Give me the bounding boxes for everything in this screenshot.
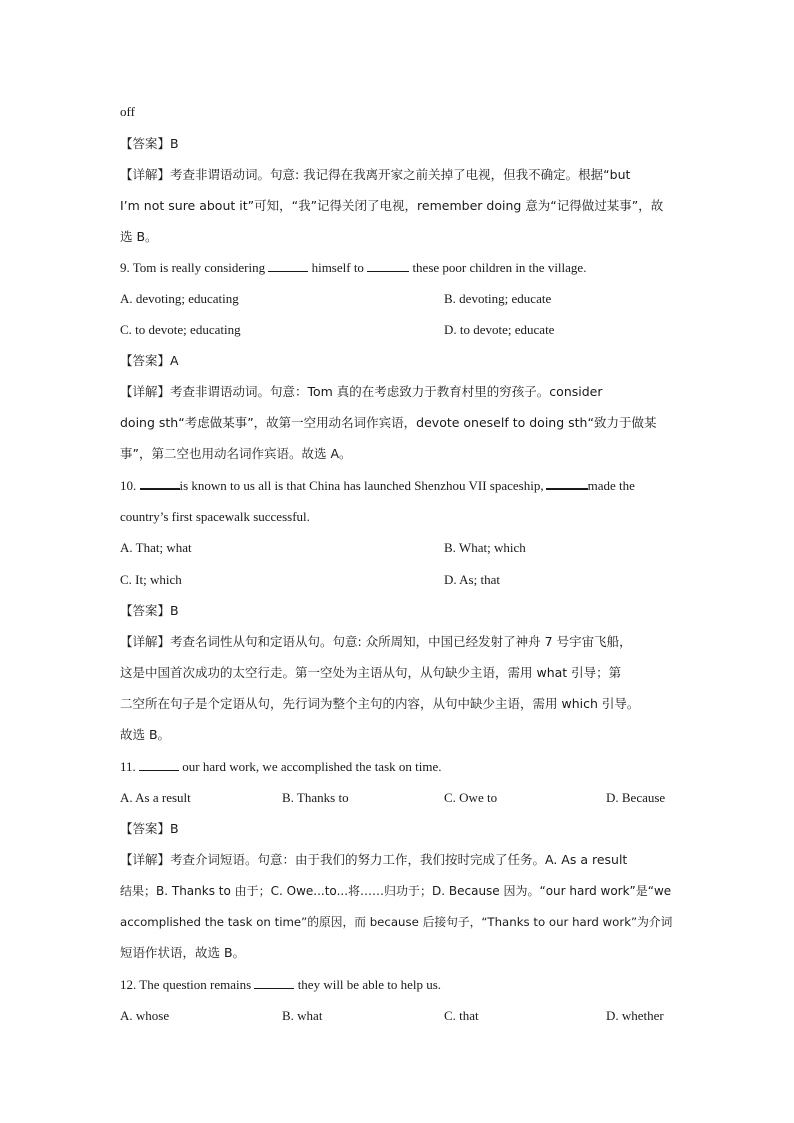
q10-detail-line-2: 这是中国首次成功的太空行走。第一空处为主语从句，从句缺少主语，需用 what 引导；第 — [120, 665, 622, 680]
q10-option-d: D. As; that — [444, 572, 500, 587]
q11-detail-line-1: 【详解】考查介词短语。句意：由于我们的努力工作，我们按时完成了任务。A. As a result — [120, 852, 628, 867]
q12-stem-part-2: they will be able to help us. — [297, 977, 442, 992]
q9-detail-line-3: 事”，第二空也用动名词作宾语。故选 A。 — [120, 446, 352, 461]
q8-detail-line-3: 选 B。 — [120, 229, 158, 244]
q9-stem-part-1: 9. Tom is really considering — [120, 260, 266, 275]
q9-answer: 【答案】A — [120, 353, 179, 368]
q10-option-c: C. It; which — [120, 572, 182, 587]
q10-number: 10. — [120, 478, 137, 493]
q10-answer: 【答案】B — [120, 603, 179, 618]
q9-blank-1 — [268, 260, 308, 272]
q9-option-b: B. devoting; educate — [444, 291, 552, 306]
q11-option-b: B. Thanks to — [282, 790, 349, 805]
q12-option-d: D. whether — [606, 1008, 664, 1023]
q9-stem-part-2: himself to — [311, 260, 364, 275]
q9-option-c: C. to devote; educating — [120, 322, 241, 337]
q11-stem — [120, 758, 442, 776]
q9-blank-2 — [367, 260, 409, 272]
fragment-text: off — [120, 104, 135, 119]
q10-detail-line-4: 故选 B。 — [120, 727, 171, 742]
q12-stem — [120, 976, 441, 994]
q12-option-b: B. what — [282, 1008, 323, 1023]
q9-option-a: A. devoting; educating — [120, 291, 239, 306]
q9-detail-line-2: doing sth“考虑做某事”，故第一空用动名词作宾语，devote oneself to doing sth“致力于做某 — [120, 415, 657, 430]
q10-stem-part-1: is known to us all is that China has launched Shenzhou VII spaceship, — [179, 478, 544, 493]
q10-option-b: B. What; which — [444, 540, 526, 555]
q8-detail-line-1: 【详解】考查非谓语动词。句意: 我记得在我离开家之前关掉了电视，但我不确定。根据“but — [120, 167, 631, 182]
q10-blank-2 — [546, 477, 588, 490]
q12-blank — [254, 977, 294, 989]
q11-detail-line-4: 短语作状语，故选 B。 — [120, 945, 246, 960]
q10-stem-line-1 — [120, 477, 635, 495]
q12-stem-part-1: 12. The question remains — [120, 977, 252, 992]
q11-detail-line-3: accomplished the task on time”的原因，而 because 后接句子，“Thanks to our hard work”为介词 — [120, 915, 673, 929]
q12-option-a: A. whose — [120, 1008, 170, 1023]
q11-number: 11. — [120, 759, 136, 774]
q11-option-c: C. Owe to — [444, 790, 498, 805]
q11-detail-line-2: 结果；B. Thanks to 由于；C. Owe...to...将……归功于；D. Because 因为。“our hard work”是“we — [120, 884, 672, 898]
q10-detail-line-3: 二空所在句子是个定语从句，先行词为整个主句的内容，从句中缺少主语，需用 which 引导。 — [120, 696, 640, 711]
q10-stem-part-2: made the — [587, 478, 635, 493]
q9-stem — [120, 259, 586, 277]
q8-detail-line-2: I’m not sure about it”可知，“我”记得关闭了电视，remember doing 意为“记得做过某事”，故 — [120, 198, 664, 213]
q10-stem-line-2: country’s first spacewalk successful. — [120, 509, 310, 524]
q9-detail-line-1: 【详解】考查非谓语动词。句意：Tom 真的在考虑致力于教育村里的穷孩子。consider — [120, 384, 603, 399]
q11-answer: 【答案】B — [120, 821, 179, 836]
q11-blank — [139, 759, 179, 771]
q12-option-c: C. that — [444, 1008, 479, 1023]
q11-stem-text: our hard work, we accomplished the task on time. — [182, 759, 442, 774]
q9-option-d: D. to devote; educate — [444, 322, 555, 337]
q10-blank-1 — [140, 477, 180, 490]
q8-answer: 【答案】B — [120, 136, 179, 151]
q9-stem-part-3: these poor children in the village. — [412, 260, 587, 275]
q11-option-d: D. Because — [606, 790, 666, 805]
q10-detail-line-1: 【详解】考查名词性从句和定语从句。句意: 众所周知，中国已经发射了神舟 7 号宇宙飞船， — [120, 634, 632, 649]
q10-option-a: A. That; what — [120, 540, 192, 555]
q11-option-a: A. As a result — [120, 790, 191, 805]
